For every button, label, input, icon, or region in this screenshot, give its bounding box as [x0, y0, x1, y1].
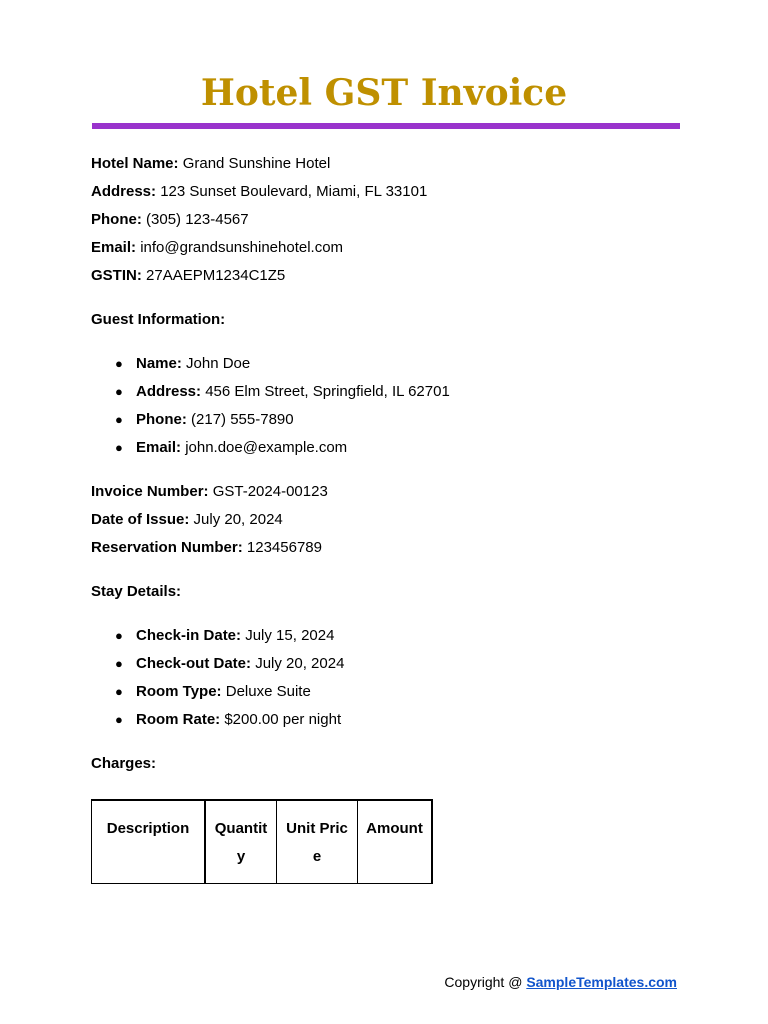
invoice-details [91, 478, 691, 562]
stay-details-heading: Stay Details: [91, 583, 182, 600]
sample-templates-link[interactable]: SampleTemplates.com [526, 974, 677, 990]
hotel-gstin-label: GSTIN: [91, 267, 142, 284]
bullet-icon: ● [115, 656, 123, 671]
bullet-icon: ● [115, 384, 123, 399]
bullet-icon: ● [115, 412, 123, 427]
list-item: ● Room Type: Deluxe Suite [91, 678, 691, 706]
invoice-number-value: GST-2024-00123 [212, 483, 328, 500]
column-header-unit-price: Unit Price [277, 800, 358, 884]
bullet-icon: ● [115, 712, 123, 727]
issue-date-value: July 20, 2024 [193, 511, 283, 528]
hotel-name-line [91, 150, 691, 178]
list-item: ● Check-out Date: July 20, 2024 [91, 650, 691, 678]
bullet-icon: ● [115, 440, 123, 455]
copyright-text: Copyright @ [444, 974, 523, 990]
guest-info-heading: Guest Information: [91, 311, 226, 328]
hotel-gstin-line [91, 262, 691, 290]
charges-table [91, 799, 433, 884]
column-header-quantity: Quantity [205, 800, 277, 884]
hotel-address-label: Address: [91, 183, 157, 200]
guest-info-list [91, 350, 691, 462]
issue-date-line [91, 506, 691, 534]
column-header-description: Description [92, 800, 206, 884]
invoice-title: Hotel GST Invoice [200, 72, 568, 114]
hotel-email-label: Email: [91, 239, 137, 256]
hotel-phone-label: Phone: [91, 211, 142, 228]
bullet-icon: ● [115, 628, 123, 643]
hotel-name-label: Hotel Name: [91, 155, 179, 172]
hotel-phone-line [91, 206, 691, 234]
bullet-icon: ● [115, 684, 123, 699]
issue-date-label: Date of Issue: [91, 511, 190, 528]
hotel-address-line [91, 178, 691, 206]
hotel-email-value: info@grandsunshinehotel.com [140, 239, 344, 256]
reservation-number-value: 123456789 [246, 539, 322, 556]
footer-copyright [444, 972, 677, 992]
reservation-number-line [91, 534, 691, 562]
list-item: ● Check-in Date: July 15, 2024 [91, 622, 691, 650]
stay-details-list [91, 622, 691, 734]
invoice-number-label: Invoice Number: [91, 483, 209, 500]
list-item: ● Email: john.doe@example.com [91, 434, 691, 462]
hotel-gstin-value: 27AAEPM1234C1Z5 [146, 267, 286, 284]
hotel-address-value: 123 Sunset Boulevard, Miami, FL 33101 [160, 183, 428, 200]
bullet-icon: ● [115, 356, 123, 371]
title-divider [92, 123, 680, 129]
reservation-number-label: Reservation Number: [91, 539, 243, 556]
hotel-phone-value: (305) 123-4567 [146, 211, 249, 228]
table-header-row [92, 800, 433, 884]
invoice-number-line [91, 478, 691, 506]
list-item: ● Room Rate: $200.00 per night [91, 706, 691, 734]
column-header-amount: Amount [358, 800, 433, 884]
invoice-body [91, 150, 691, 884]
charges-heading: Charges: [91, 755, 157, 772]
list-item: ● Name: John Doe [91, 350, 691, 378]
list-item: ● Address: 456 Elm Street, Springfield, IL 62701 [91, 378, 691, 406]
list-item: ● Phone: (217) 555-7890 [91, 406, 691, 434]
hotel-details [91, 150, 691, 290]
hotel-name-value: Grand Sunshine Hotel [182, 155, 331, 172]
hotel-email-line [91, 234, 691, 262]
